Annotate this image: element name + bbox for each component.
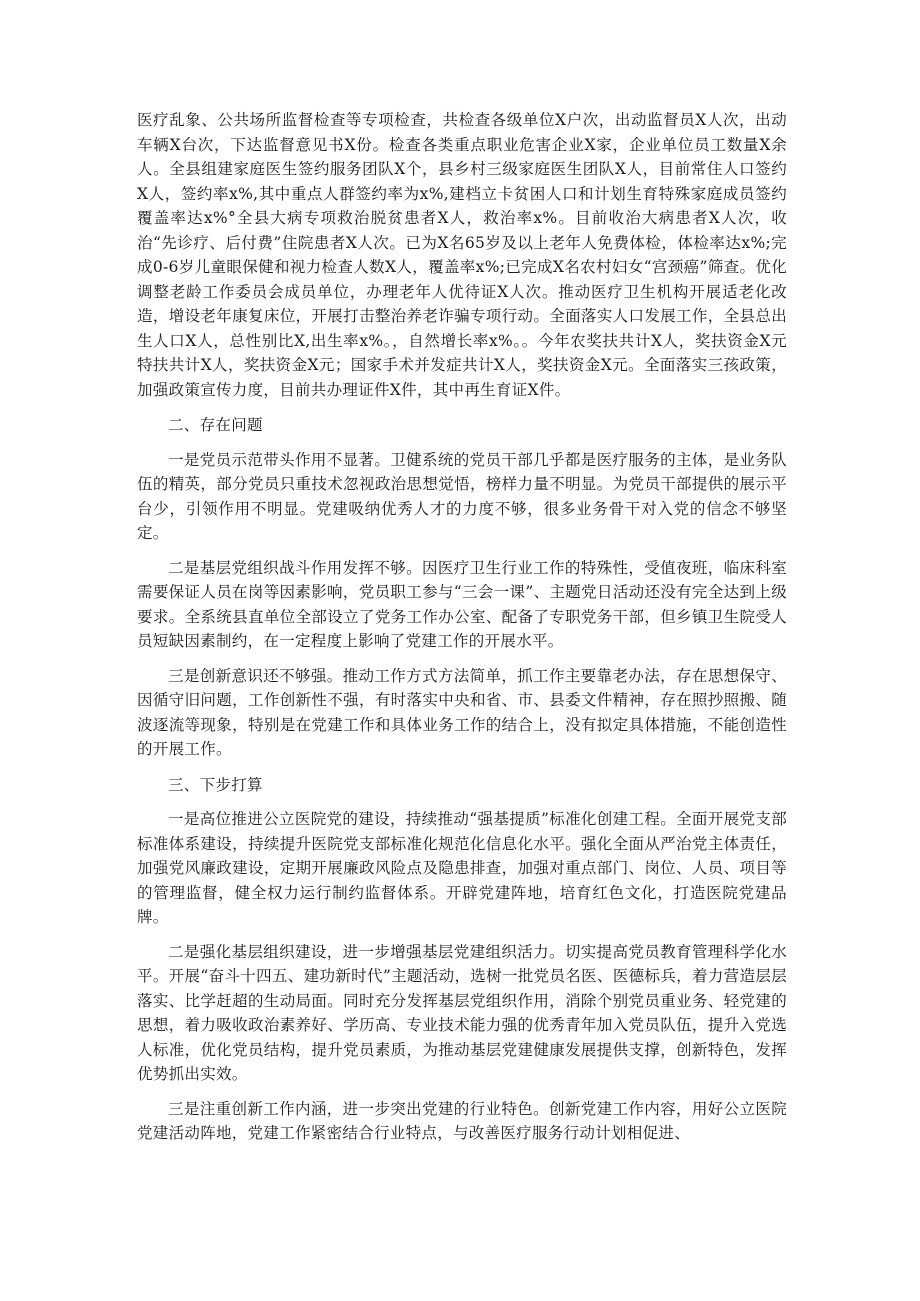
- plan-paragraph-2: 二是强化基层组织建设，进一步增强基层党建组织活力。切实提高党员教育管理科学化水平。开展“奋斗十四五、建功新时代”主题活动，选树一批党员名医、医德标兵，着力营造层层落实、比学赶超的生动局面。同时充分发挥基层党组织作用，消除个别党员重业务、轻党建的思想，着力吸收政治素养好、学历高、专业技术能力强的优秀青年加入党员队伍，提升入党选人标准，优化党员结构，提升党员素质，为推动基层党建健康发展提供支撑，创新特色，发挥优势抓出实效。: [137, 942, 787, 1083]
- plan-paragraph-1: 一是高位推进公立医院党的建设，持续推动“强基提质”标准化创建工程。全面开展党支部标准体系建设，持续提升医院党支部标准化规范化信息化水平。强化全面从严治党主体责任，加强党风廉政建设，定期开展廉政风险点及隐患排查，加强对重点部门、岗位、人员、项目等的管理监督，健全权力运行制约监督体系。开辟党建阵地，培育红色文化，打造医院党建品牌。: [137, 810, 787, 926]
- intro-paragraph: 医疗乱象、公共场所监督检查等专项检查，共检查各级单位X户次，出动监督员X人次，出动车辆X台次，下达监督意见书X份。检查各类重点职业危害企业X家，企业单位员工数量X余人。全县组建家庭医生签约服务团队X个，县乡村三级家庭医生团队X人，目前常住人口签约X人，签约率x%,其中重点人群签约率为x%,建档立卡贫困人口和计划生育特殊家庭成员签约覆盖率达x%°全县大病专项救治脱贫患者X人，救治率x%。目前收治大病患者X人次，收治“先诊疗、后付费”住院患者X人次。已为X名65岁及以上老年人免费体检，体检率达x%;完成0-6岁儿童眼保健和视力检查人数X人，覆盖率x%;已完成X名农村妇女“宫颈癌”筛查。优化调整老龄工作委员会成员单位，办理老年人优待证X人次。推动医疗卫生机构开展适老化改造，增设老年康复床位，开展打击整治养老诈骗专项行动。全面落实人口发展工作，全县总出生人口X人，总性别比X,出生率x%。，自然增长率x%。。今年农奖扶共计X人，奖扶资金X元 特扶共计X人，奖扶资金X元；国家手术并发症共计X人，奖扶资金X元。全面落实三孩政策，加强政策宣传力度，目前共办理证件X件，其中再生育证X件。: [137, 111, 787, 399]
- problem-paragraph-1: 一是党员示范带头作用不显著。卫健系统的党员干部几乎都是医疗服务的主体，是业务队伍的精英，部分党员只重技术忽视政治思想觉悟，榜样力量不明显。为党员干部提供的展示平台少，引领作用不明显。党建吸纳优秀人才的力度不够，很多业务骨干对入党的信念不够坚定。: [137, 450, 787, 542]
- section-heading-next-steps: 三、下步打算: [168, 775, 263, 794]
- plan-paragraph-3: 三是注重创新工作内涵，进一步突出党建的行业特色。创新党建工作内容，用好公立医院党建活动阵地，党建工作紧密结合行业特点，与改善医疗服务行动计划相促进、: [137, 1099, 787, 1142]
- problem-paragraph-2: 二是基层党组织战斗作用发挥不够。因医疗卫生行业工作的特殊性，受值夜班，临床科室需要保证人员在岗等因素影响，党员职工参与“三会一课”、主题党日活动还没有完全达到上级要求。全系统县直单位全部设立了党务工作办公室、配备了专职党务干部，但乡镇卫生院受人员短缺因素制约，在一定程度上影响了党建工作的开展水平。: [137, 558, 787, 650]
- problem-paragraph-3: 三是创新意识还不够强。推动工作方式方法简单，抓工作主要靠老办法，存在思想保守、因循守旧问题，工作创新性不强，有时落实中央和省、市、县委文件精神，存在照抄照搬、随波逐流等现象，特别是在党建工作和具体业务工作的结合上，没有拟定具体措施，不能创造性的开展工作。: [137, 666, 787, 758]
- document-page: [137, 108, 787, 1146]
- section-heading-problems: 二、存在问题: [168, 416, 263, 434]
